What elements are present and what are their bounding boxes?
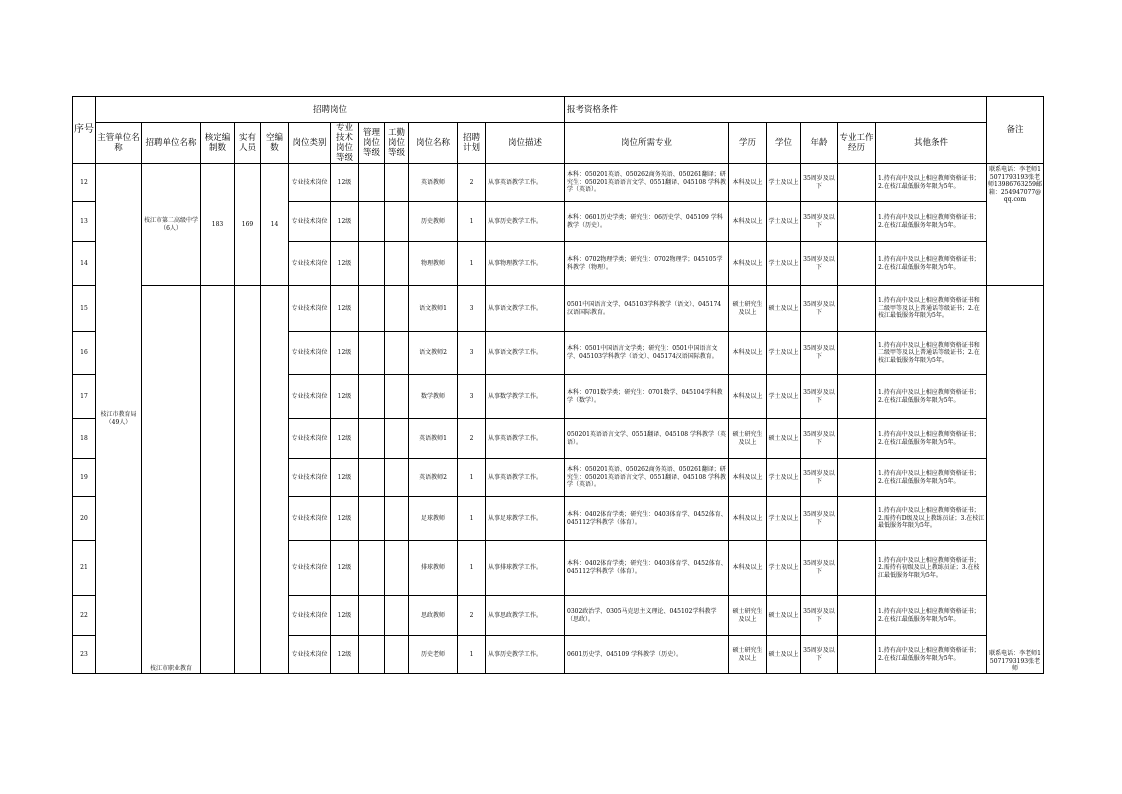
- required-major: 0601历史学、045109 学科教学（历史）。: [565, 636, 729, 674]
- post-desc: 从事足球教学工作。: [486, 497, 565, 541]
- post-desc: 从事英语教学工作。: [486, 459, 565, 497]
- post-desc: 从事思政教学工作。: [486, 596, 565, 636]
- tech-level: 12级: [331, 164, 359, 202]
- row-number: 17: [73, 375, 96, 419]
- required-major: 本科：0402体育学类；研究生：0403体育学、0452体育、045112学科教学（体育）。: [565, 541, 729, 596]
- post-type: 专业技术岗位: [289, 332, 331, 375]
- tech-level: 12级: [331, 419, 359, 459]
- degree: 学士及以上: [767, 164, 801, 202]
- row-number: 15: [73, 286, 96, 332]
- required-major: 本科：050201英语、050262商务英语、050261翻译；研究生：050201英语语言文学、0551翻译、045108 学科教学（英语）。: [565, 459, 729, 497]
- recruit-plan: 1: [458, 497, 486, 541]
- mgmt-level: [359, 286, 385, 332]
- age-limit: 35周岁及以下: [801, 375, 838, 419]
- page-bottom-margin: [0, 675, 1122, 794]
- tech-level: 12级: [331, 497, 359, 541]
- unit-name-2: 枝江市职业教育: [142, 286, 201, 674]
- header-plan: 招聘计划: [458, 123, 486, 164]
- header-group-conditions: 报考资格条件: [565, 97, 987, 123]
- work-level: [385, 286, 409, 332]
- mgmt-level: [359, 242, 385, 286]
- remark-contact: 联系电话：李老师15071793193张老师13986763259邮箱：254947077@qq.com: [987, 164, 1044, 286]
- required-major: 本科：0402体育学类；研究生：0403体育学、0452体育、045112学科教学（体育）。: [565, 497, 729, 541]
- table-body: [73, 164, 1044, 674]
- work-level: [385, 164, 409, 202]
- post-name: 语文教师2: [409, 332, 458, 375]
- education: 硕士研究生及以上: [729, 636, 767, 674]
- recruitment-table: [72, 96, 1044, 674]
- header-dept: 主管单位名称: [96, 123, 142, 164]
- education: 本科及以上: [729, 202, 767, 242]
- age-limit: 35周岁及以下: [801, 242, 838, 286]
- degree: 学士及以上: [767, 332, 801, 375]
- education: 本科及以上: [729, 332, 767, 375]
- degree: 学士及以上: [767, 541, 801, 596]
- education: 硕士研究生及以上: [729, 286, 767, 332]
- unit-actual-2: [235, 286, 261, 674]
- work-experience: [838, 164, 876, 202]
- tech-level: 12级: [331, 596, 359, 636]
- mgmt-level: [359, 596, 385, 636]
- degree: 硕士及以上: [767, 419, 801, 459]
- education: 本科及以上: [729, 375, 767, 419]
- post-desc: 从事数学教学工作。: [486, 375, 565, 419]
- header-unit: 招聘单位名称: [142, 123, 201, 164]
- age-limit: 35周岁及以下: [801, 459, 838, 497]
- mgmt-level: [359, 375, 385, 419]
- post-name: 物理教师: [409, 242, 458, 286]
- post-name: 英语教师2: [409, 459, 458, 497]
- required-major: 本科：050201英语、050262商务英语、050261翻译；研究生：050201英语语言文学、0551翻译、045108 学科教学（英语）。: [565, 164, 729, 202]
- age-limit: 35周岁及以下: [801, 541, 838, 596]
- work-experience: [838, 596, 876, 636]
- header-other: 其他条件: [876, 123, 987, 164]
- recruit-plan: 1: [458, 459, 486, 497]
- required-major: 本科：0601历史学类；研究生：06历史学、045109 学科教学（历史）。: [565, 202, 729, 242]
- recruit-plan: 3: [458, 286, 486, 332]
- education: 本科及以上: [729, 242, 767, 286]
- unit-actual: 169: [235, 164, 261, 286]
- post-name: 足球教师: [409, 497, 458, 541]
- required-major: 0501中国语言文学、045103学科教学（语文）、045174汉语国际教育。: [565, 286, 729, 332]
- age-limit: 35周岁及以下: [801, 497, 838, 541]
- row-number: 23: [73, 636, 96, 674]
- mgmt-level: [359, 202, 385, 242]
- education: 本科及以上: [729, 164, 767, 202]
- row-number: 13: [73, 202, 96, 242]
- row-number: 20: [73, 497, 96, 541]
- header-exp: 专业工作经历: [838, 123, 876, 164]
- work-experience: [838, 332, 876, 375]
- tech-level: 12级: [331, 332, 359, 375]
- table-row: [73, 164, 1044, 202]
- other-conditions: 1.持有高中及以上相应教师资格证书；2.需持有D级及以上教练员证；3.在枝江最低服务年限为5年。: [876, 497, 987, 541]
- tech-level: 12级: [331, 286, 359, 332]
- work-experience: [838, 242, 876, 286]
- header-vacant: 空编数: [261, 123, 289, 164]
- recruit-plan: 3: [458, 332, 486, 375]
- post-desc: 从事英语教学工作。: [486, 419, 565, 459]
- header-seq: 序号: [73, 97, 96, 164]
- recruit-plan: 2: [458, 419, 486, 459]
- unit-vacant: 14: [261, 164, 289, 286]
- post-type: 专业技术岗位: [289, 636, 331, 674]
- post-desc: 从事语文教学工作。: [486, 332, 565, 375]
- required-major: 本科：0702物理学类；研究生：0702物理学；045105学科教学（物理）。: [565, 242, 729, 286]
- post-type: 专业技术岗位: [289, 375, 331, 419]
- post-type: 专业技术岗位: [289, 596, 331, 636]
- recruit-plan: 2: [458, 164, 486, 202]
- post-name: 历史教师: [409, 202, 458, 242]
- other-conditions: 1.持有高中及以上相应教师资格证书；2.在枝江最低服务年限为5年。: [876, 202, 987, 242]
- other-conditions: 1.持有高中及以上相应教师资格证书；2.在枝江最低服务年限为5年。: [876, 459, 987, 497]
- work-level: [385, 375, 409, 419]
- degree: 硕士及以上: [767, 596, 801, 636]
- header-edu: 学历: [729, 123, 767, 164]
- post-type: 专业技术岗位: [289, 459, 331, 497]
- other-conditions: 1.持有高中及以上相应教师资格证书；2.在枝江最低服务年限为5年。: [876, 636, 987, 674]
- mgmt-level: [359, 459, 385, 497]
- tech-level: 12级: [331, 375, 359, 419]
- post-name: 数学教师: [409, 375, 458, 419]
- header-quota: 核定编制数: [201, 123, 235, 164]
- post-name: 英语教师: [409, 164, 458, 202]
- education: 本科及以上: [729, 459, 767, 497]
- tech-level: 12级: [331, 242, 359, 286]
- row-number: 22: [73, 596, 96, 636]
- post-name: 历史老师: [409, 636, 458, 674]
- post-name: 思政教师: [409, 596, 458, 636]
- other-conditions: 1.持有高中及以上相应教师资格证书；2.在枝江最低服务年限为5年。: [876, 164, 987, 202]
- age-limit: 35周岁及以下: [801, 286, 838, 332]
- education: 本科及以上: [729, 497, 767, 541]
- row-number: 16: [73, 332, 96, 375]
- post-type: 专业技术岗位: [289, 286, 331, 332]
- work-level: [385, 459, 409, 497]
- degree: 学士及以上: [767, 375, 801, 419]
- recruit-plan: 2: [458, 596, 486, 636]
- post-type: 专业技术岗位: [289, 541, 331, 596]
- post-desc: 从事物理教学工作。: [486, 242, 565, 286]
- work-experience: [838, 419, 876, 459]
- education: 硕士研究生及以上: [729, 596, 767, 636]
- post-desc: 从事英语教学工作。: [486, 164, 565, 202]
- row-number: 21: [73, 541, 96, 596]
- work-experience: [838, 286, 876, 332]
- post-type: 专业技术岗位: [289, 419, 331, 459]
- age-limit: 35周岁及以下: [801, 419, 838, 459]
- header-mgmt-level: 管理岗位等级: [359, 123, 385, 164]
- post-desc: 从事语文教学工作。: [486, 286, 565, 332]
- header-remark: 备注: [987, 97, 1044, 164]
- work-experience: [838, 459, 876, 497]
- age-limit: 35周岁及以下: [801, 332, 838, 375]
- header-age: 年龄: [801, 123, 838, 164]
- dept-name: 枝江市教育局（49人）: [96, 164, 142, 674]
- work-experience: [838, 636, 876, 674]
- mgmt-level: [359, 497, 385, 541]
- work-experience: [838, 375, 876, 419]
- mgmt-level: [359, 541, 385, 596]
- tech-level: 12级: [331, 541, 359, 596]
- degree: 学士及以上: [767, 459, 801, 497]
- header-work-level: 工勤岗位等级: [385, 123, 409, 164]
- other-conditions: 1.持有高中及以上相应教师资格证书；2.需持有初级及以上教练员证；3.在枝江最低服务年限为5年。: [876, 541, 987, 596]
- post-name: 排球教师: [409, 541, 458, 596]
- work-level: [385, 202, 409, 242]
- post-desc: 从事历史教学工作。: [486, 636, 565, 674]
- row-number: 18: [73, 419, 96, 459]
- header-group-post: 招聘岗位: [96, 97, 565, 123]
- mgmt-level: [359, 636, 385, 674]
- post-name: 语文教师1: [409, 286, 458, 332]
- work-level: [385, 242, 409, 286]
- unit-quota-2: [201, 286, 235, 674]
- age-limit: 35周岁及以下: [801, 636, 838, 674]
- unit-vacant-2: [261, 286, 289, 674]
- header-degree: 学位: [767, 123, 801, 164]
- other-conditions: 1.持有高中及以上相应教师资格证书；2.在枝江最低服务年限为5年。: [876, 596, 987, 636]
- post-type: 专业技术岗位: [289, 242, 331, 286]
- required-major: 0302政治学、0305马克思主义理论、045102学科教学（思政）。: [565, 596, 729, 636]
- remark-contact-2: 联系电话：李老师15071793193张老师: [987, 286, 1044, 674]
- tech-level: 12级: [331, 459, 359, 497]
- other-conditions: 1.持有高中及以上相应教师资格证书；2.在枝江最低服务年限为5年。: [876, 419, 987, 459]
- age-limit: 35周岁及以下: [801, 596, 838, 636]
- education: 本科及以上: [729, 541, 767, 596]
- header-major: 岗位所需专业: [565, 123, 729, 164]
- other-conditions: 1.持有高中及以上相应教师资格证书；2.在枝江最低服务年限为5年。: [876, 242, 987, 286]
- age-limit: 35周岁及以下: [801, 164, 838, 202]
- degree: 硕士及以上: [767, 636, 801, 674]
- work-level: [385, 332, 409, 375]
- post-name: 英语教师1: [409, 419, 458, 459]
- unit-name: 枝江市第二高级中学（6人）: [142, 164, 201, 286]
- other-conditions: 1.持有高中及以上相应教师资格证书；2.在枝江最低服务年限为5年。: [876, 375, 987, 419]
- degree: 硕士及以上: [767, 286, 801, 332]
- required-major: 本科：0501中国语言文学类；研究生：0501中国语言文学、045103学科教学（语文）、045174汉语国际教育。: [565, 332, 729, 375]
- post-desc: 从事排球教学工作。: [486, 541, 565, 596]
- education: 硕士研究生及以上: [729, 419, 767, 459]
- header-tech-level: 专业技术岗位等级: [331, 123, 359, 164]
- mgmt-level: [359, 164, 385, 202]
- recruit-plan: 1: [458, 636, 486, 674]
- tech-level: 12级: [331, 202, 359, 242]
- work-level: [385, 419, 409, 459]
- work-level: [385, 497, 409, 541]
- mgmt-level: [359, 419, 385, 459]
- recruit-plan: 1: [458, 541, 486, 596]
- table-row: [73, 286, 1044, 332]
- header-post: 岗位名称: [409, 123, 458, 164]
- age-limit: 35周岁及以下: [801, 202, 838, 242]
- post-desc: 从事历史教学工作。: [486, 202, 565, 242]
- row-number: 14: [73, 242, 96, 286]
- work-experience: [838, 541, 876, 596]
- required-major: 本科：0701数学类；研究生：0701数学、045104学科教学（数学）。: [565, 375, 729, 419]
- other-conditions: 1.持有高中及以上相应教师资格证书和二级甲等及以上普通话等级证书；2.在枝江最低服务年限为5年。: [876, 332, 987, 375]
- row-number: 19: [73, 459, 96, 497]
- header-desc: 岗位描述: [486, 123, 565, 164]
- recruit-plan: 1: [458, 242, 486, 286]
- degree: 学士及以上: [767, 497, 801, 541]
- unit-quota: 183: [201, 164, 235, 286]
- mgmt-level: [359, 332, 385, 375]
- post-type: 专业技术岗位: [289, 497, 331, 541]
- header-actual: 实有人员: [235, 123, 261, 164]
- post-type: 专业技术岗位: [289, 202, 331, 242]
- required-major: 050201英语语言文学、0551翻译、045108 学科教学（英语）。: [565, 419, 729, 459]
- degree: 学士及以上: [767, 242, 801, 286]
- post-type: 专业技术岗位: [289, 164, 331, 202]
- work-level: [385, 596, 409, 636]
- tech-level: 12级: [331, 636, 359, 674]
- other-conditions: 1.持有高中及以上相应教师资格证书和二级甲等及以上普通话等级证书；2.在枝江最低服务年限为5年。: [876, 286, 987, 332]
- work-experience: [838, 497, 876, 541]
- work-level: [385, 636, 409, 674]
- work-experience: [838, 202, 876, 242]
- degree: 学士及以上: [767, 202, 801, 242]
- recruit-plan: 1: [458, 202, 486, 242]
- header-type: 岗位类别: [289, 123, 331, 164]
- recruit-plan: 3: [458, 375, 486, 419]
- row-number: 12: [73, 164, 96, 202]
- work-level: [385, 541, 409, 596]
